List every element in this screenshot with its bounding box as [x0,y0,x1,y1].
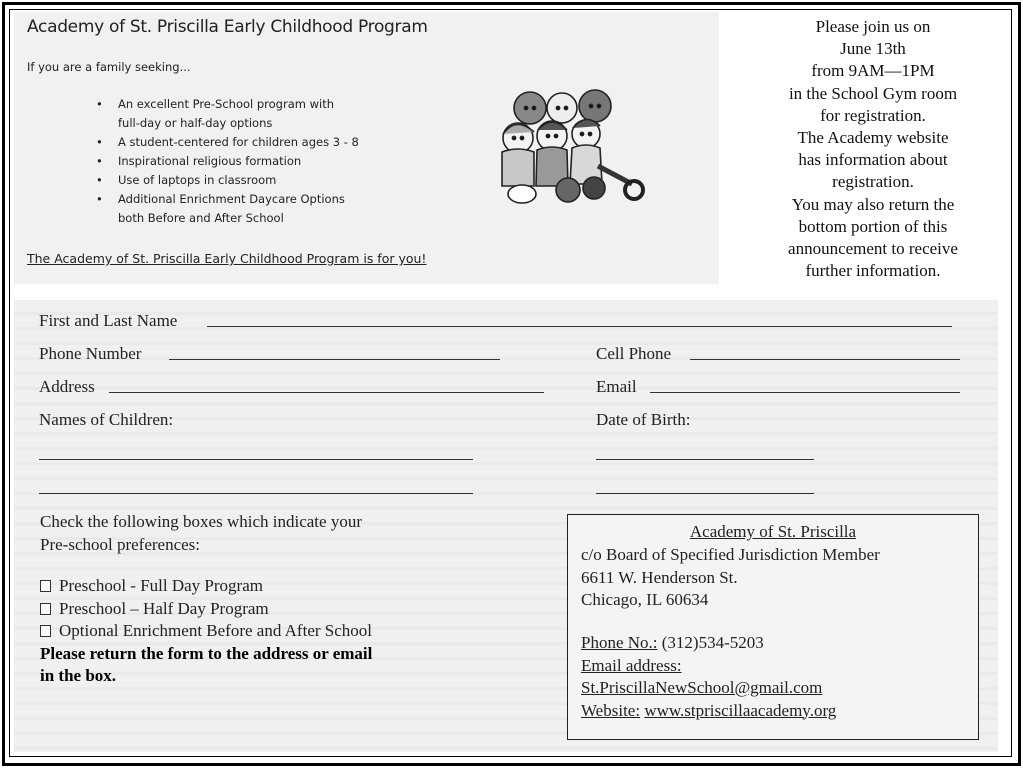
flyer-bullet: • A student-centered for children ages 3 - 8 [96,133,359,152]
website-label: Website: [581,700,641,720]
address-line: Chicago, IL 60634 [581,590,709,609]
full-day-checkbox[interactable] [40,580,51,592]
mailing-address [581,544,880,612]
half-day-checkbox[interactable] [40,603,51,615]
preferences-intro: Pre-school preferences: [40,534,201,554]
email-link[interactable]: St.PriscillaNewSchool@gmail.com [581,678,823,697]
announcement-line: Please join us on [815,17,931,36]
flyer-bullet: • An excellent Pre-School program with [96,95,359,114]
announcement-line: You may also return the [791,194,955,214]
announcement-line: registration. [832,172,914,192]
contact-details [581,632,836,722]
announcement-line: bottom portion of this [798,216,948,236]
announcement-line: from 9AM—1PM [811,61,935,81]
enrichment-checkbox[interactable] [40,625,51,637]
address-field[interactable] [109,392,544,393]
first-last-name-field[interactable] [207,326,952,327]
phone-row [581,632,836,655]
announcement-line: further information. [805,261,941,281]
address-label: Address [39,377,95,396]
preferences-section [40,511,372,688]
registration-form [14,300,998,752]
website-link[interactable]: www.stpriscillaacademy.org [644,700,837,720]
announcement-line: has information about [798,150,948,170]
email-field[interactable] [650,392,960,393]
option-label: Preschool - Full Day Program [59,576,263,595]
announcement-line: in the School Gym room [788,83,958,103]
child-dob-field-1[interactable] [596,459,814,460]
email-label: Email [596,377,637,396]
announcement-line: The Academy website [797,128,949,148]
flyer-bullet: • Inspirational religious formation [96,152,359,171]
children-illustration [494,86,654,210]
child-name-field-2[interactable] [39,493,473,494]
children-names-label: Names of Children: [39,410,174,429]
preference-option-enrichment [40,620,372,643]
first-last-name-label: First and Last Name [39,311,178,330]
flyer-bullet: • Additional Enrichment Daycare Options [96,190,359,209]
return-instructions: in the box. [40,666,117,685]
preference-option-full-day [40,575,372,598]
flyer-footer: The Academy of St. Priscilla Early Childhood Program is for you! [27,251,427,266]
option-label: Optional Enrichment Before and After School [59,621,372,640]
cell-phone-field[interactable] [690,359,960,360]
option-label: Preschool – Half Day Program [59,598,269,618]
flyer-intro: If you are a family seeking... [27,60,191,74]
flyer-title: Academy of St. Priscilla Early Childhood Program [27,17,428,37]
preference-option-half-day [40,598,372,621]
child-name-field-1[interactable] [39,459,473,460]
date-of-birth-label: Date of Birth: [596,410,691,429]
flyer-bullet: • Use of laptops in classroom [96,171,359,190]
contact-info-box [567,514,979,740]
phone-value: (312)534-5203 [661,633,764,652]
website-row [581,700,836,723]
phone-number-label: Phone Number [39,344,142,363]
return-instructions: Please return the form to the address or email [40,643,373,663]
cell-phone-label: Cell Phone [596,344,672,363]
flyer-bullet-list [96,95,359,228]
preferences-intro: Check the following boxes which indicate your [40,512,362,531]
announcement-line: announcement to receive [788,239,958,259]
announcement-line: for registration. [820,105,926,125]
phone-number-field[interactable] [169,359,500,360]
contact-box-title: Academy of St. Priscilla [689,522,857,541]
phone-label: Phone No.: [581,633,658,652]
email-address-label: Email address: [581,655,682,675]
flyer-bullet-continuation: both Before and After School [118,211,284,225]
child-dob-field-2[interactable] [596,493,814,494]
address-line: c/o Board of Specified Jurisdiction Member [581,545,880,564]
address-line: 6611 W. Henderson St. [581,567,738,587]
announcement-line: June 13th [840,39,906,59]
program-flyer [14,12,719,284]
flyer-bullet-continuation: full-day or half-day options [118,116,273,130]
registration-announcement [738,16,1008,282]
